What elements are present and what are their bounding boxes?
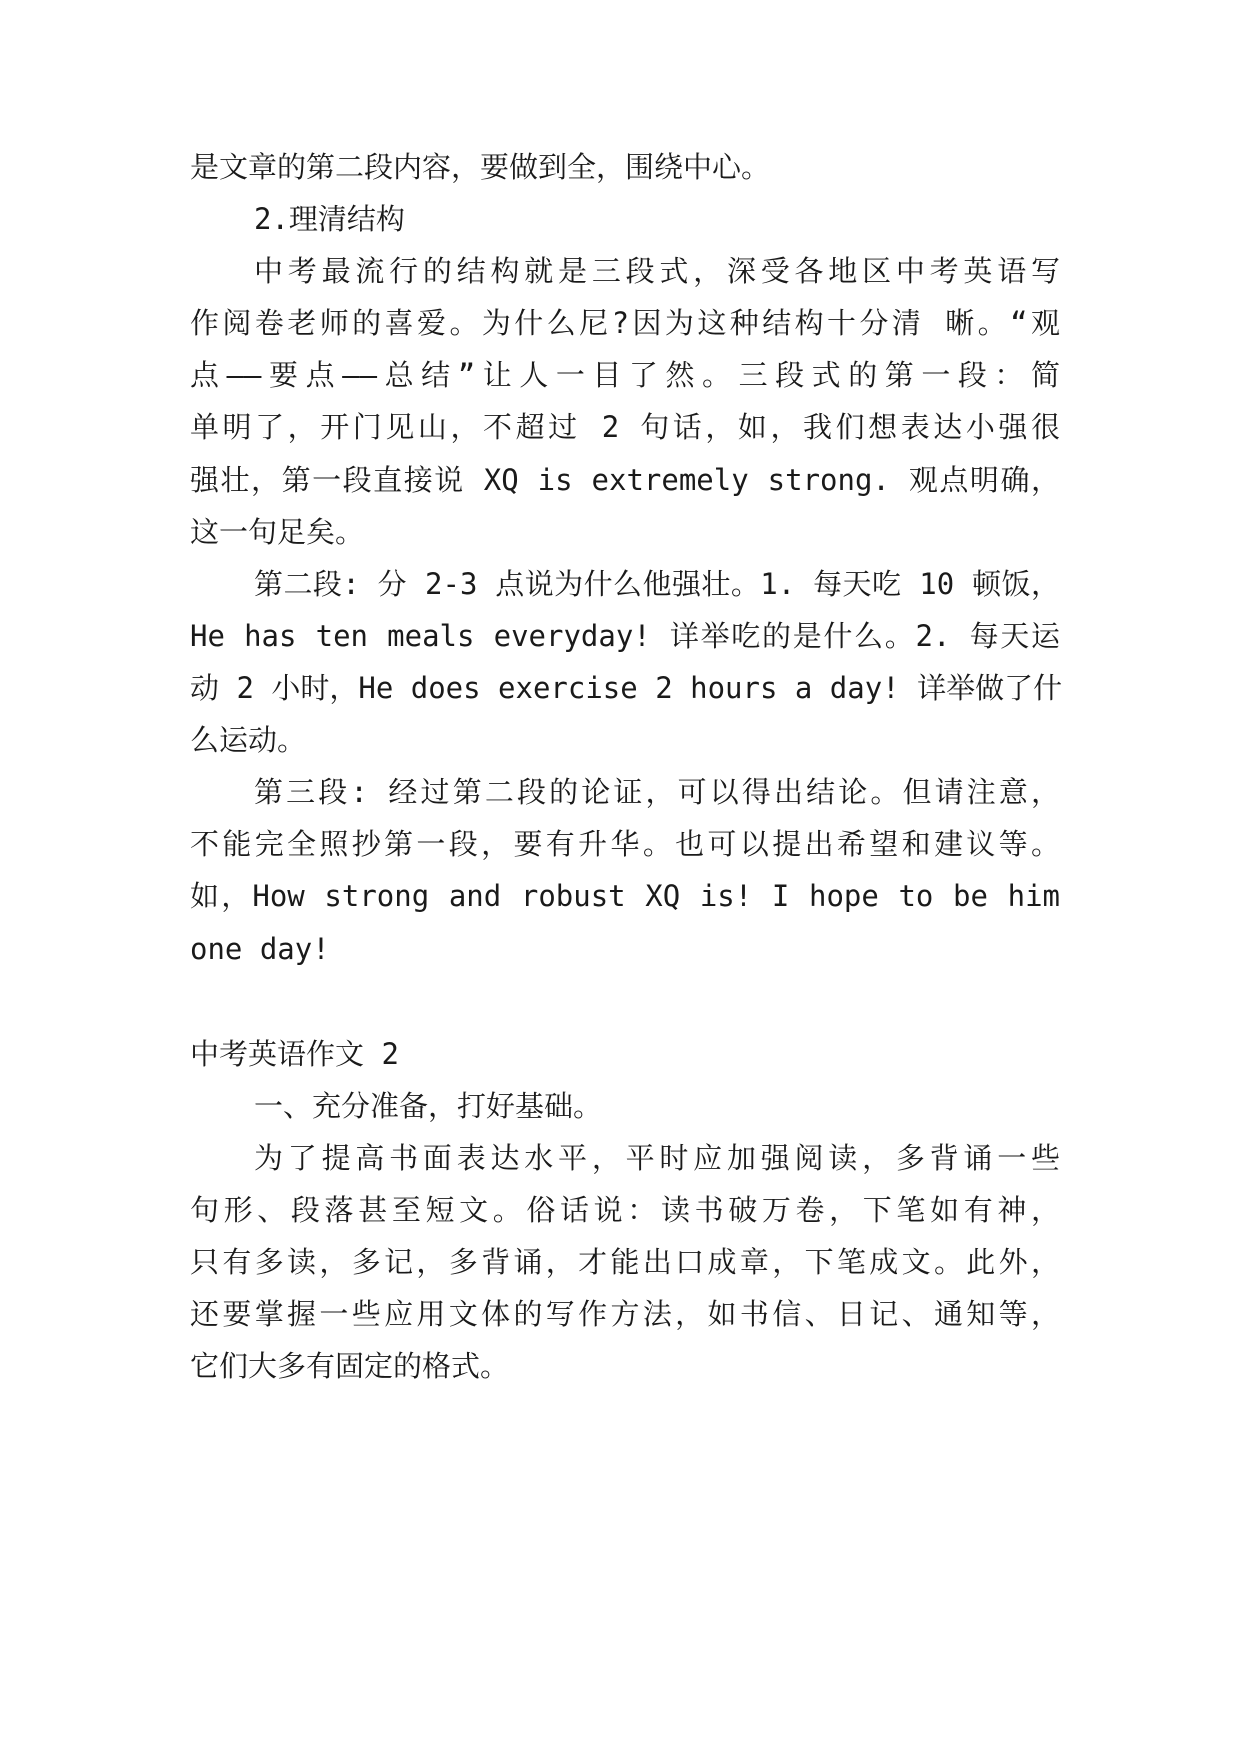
paragraph-line: 动 2 小时，He does exercise 2 hours a day! 详举做了什 [190,671,1063,705]
paragraph-line: 只有多读，多记，多背诵，才能出口成章，下笔成文。此外， [190,1245,1060,1279]
paragraph-line: 强壮，第一段直接说 XQ is extremely strong. 观点明确， [190,463,1060,497]
paragraph-line: 这一句足矣。 [190,515,365,549]
section-title: 中考英语作文 2 [190,1037,399,1071]
paragraph-line: one day! [190,932,330,966]
paragraph-line: 如，How strong and robust XQ is! I hope to be him [190,879,1060,913]
paragraph-line: 不能完全照抄第一段，要有升华。也可以提出希望和建议等。 [190,827,1060,861]
intro-line: 是文章的第二段内容，要做到全，围绕中心。 [190,150,771,184]
paragraph-line: 中考最流行的结构就是三段式，深受各地区中考英语写 [254,254,1060,288]
section-heading: 一、充分准备，打好基础。 [254,1089,603,1123]
paragraph-line: 还要掌握一些应用文体的写作方法，如书信、日记、通知等， [190,1297,1060,1331]
paragraph-line: 句形、段落甚至短文。俗话说：读书破万卷，下笔如有神， [190,1193,1060,1227]
item-2-heading: 2.理清结构 [254,202,405,236]
paragraph-line: 为了提高书面表达水平，平时应加强阅读，多背诵一些 [254,1141,1060,1175]
paragraph-line: 它们大多有固定的格式。 [190,1349,510,1383]
paragraph-line: 么运动。 [190,723,307,757]
paragraph-line: 单明了，开门见山，不超过 2 句话，如，我们想表达小强很 [190,410,1060,444]
paragraph-line: He has ten meals everyday! 详举吃的是什么。2. 每天运 [190,619,1060,653]
paragraph-line: 作阅卷老师的喜爱。为什么尼?因为这种结构十分清 晰。“观 [190,306,1060,340]
paragraph-line: 第二段: 分 2-3 点说为什么他强壮。1. 每天吃 10 顿饭， [254,567,1060,601]
paragraph-line: 点——要点——总结”让人一目了然。三段式的第一段：简 [190,358,1060,392]
paragraph-line: 第三段: 经过第二段的论证，可以得出结论。但请注意， [254,775,1060,809]
